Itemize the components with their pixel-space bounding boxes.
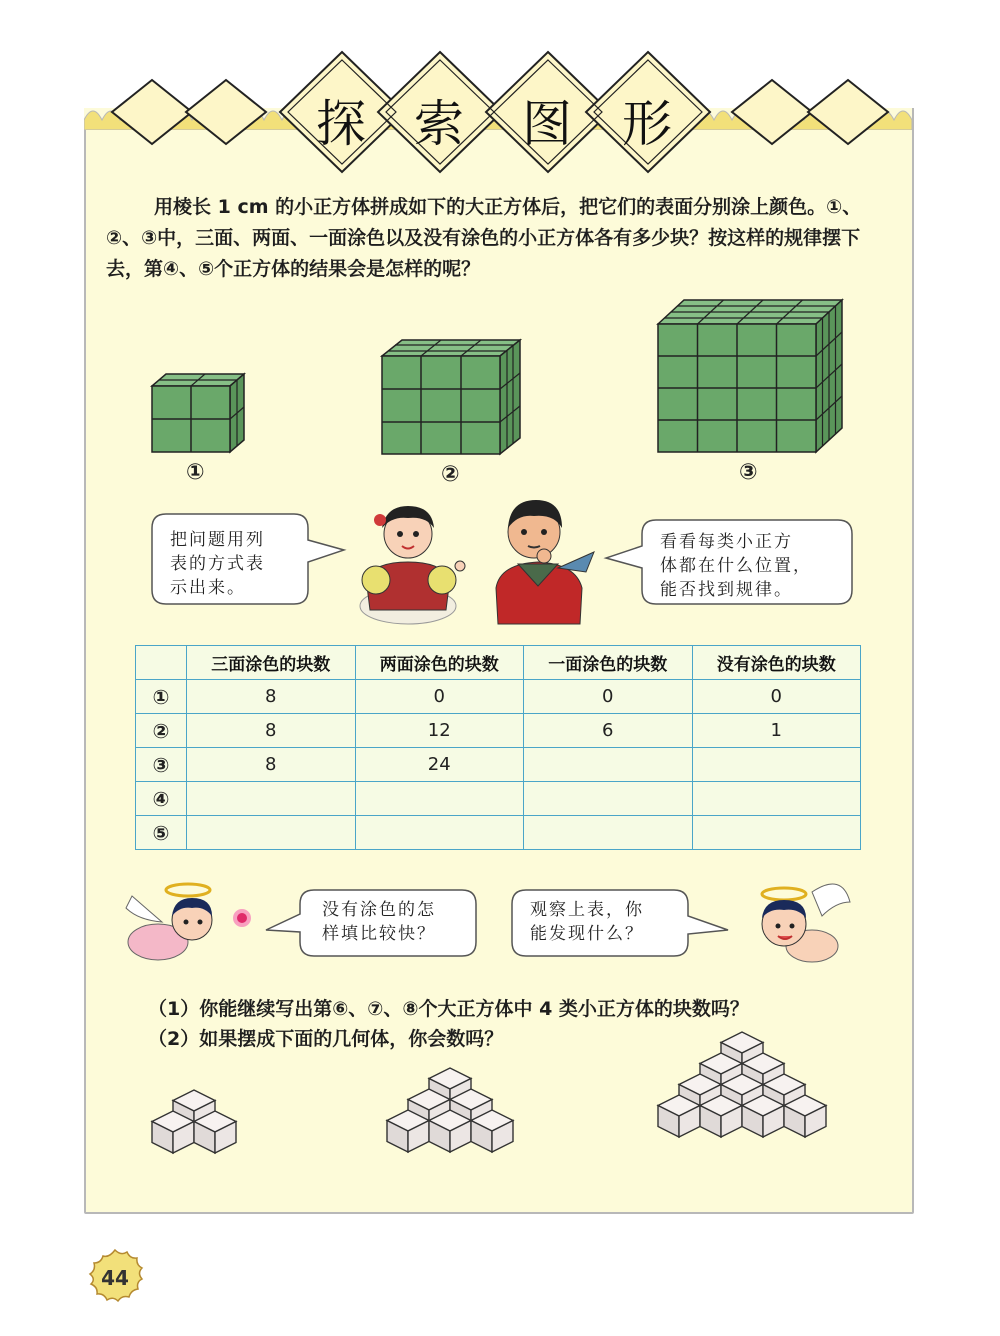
table-row (136, 816, 861, 850)
page-number: 44 (101, 1266, 129, 1290)
cube-3 (654, 296, 846, 456)
cube-label-1: ① (186, 460, 205, 485)
table-cell (355, 816, 524, 850)
table-cell: 12 (355, 714, 524, 748)
table-header-row (136, 646, 861, 680)
table-cell: 6 (524, 714, 693, 748)
table-row-label: ④ (136, 782, 187, 816)
cube-2 (378, 336, 524, 458)
cube-label-3: ③ (739, 460, 758, 485)
boy-bubble-line-3: 能否找到规律。 (660, 580, 793, 600)
question-2: （2）如果摆成下面的几何体，你会数吗？ (148, 1028, 504, 1050)
cube-label-2: ② (441, 462, 460, 487)
data-table (135, 645, 861, 850)
cube-pyramid-small (148, 1088, 240, 1168)
table-cell: 1 (692, 714, 861, 748)
table-header-corner (136, 646, 187, 680)
boy-illustration (488, 488, 598, 628)
table-cell (692, 782, 861, 816)
table-row (136, 748, 861, 782)
table-cell (524, 782, 693, 816)
girl-bubble-line-3: 示出来。 (170, 578, 246, 598)
table-cell: 8 (187, 748, 356, 782)
table-cell (524, 816, 693, 850)
question-1: （1）你能继续写出第⑥、⑦、⑧个大正方体中 4 类小正方体的块数吗？ (148, 998, 749, 1020)
table-cell (187, 782, 356, 816)
table-cell (692, 816, 861, 850)
girl-bubble-line-1: 把问题用列 (170, 530, 265, 550)
title-char-4: 形 (622, 95, 672, 153)
angel-right-illustration (732, 872, 856, 972)
table-row-label: ① (136, 680, 187, 714)
table-cell (355, 782, 524, 816)
angel-left-illustration (118, 876, 264, 972)
table-cell: 0 (524, 680, 693, 714)
title-char-2: 索 (414, 95, 464, 153)
girl-bubble-line-2: 表的方式表 (170, 554, 265, 574)
table-header-one-face: 一面涂色的块数 (524, 646, 693, 680)
table-cell: 8 (187, 714, 356, 748)
cube-pyramid-large (654, 1030, 830, 1178)
table-row (136, 782, 861, 816)
table-cell: 24 (355, 748, 524, 782)
table-cell (692, 748, 861, 782)
table-header-two-faces: 两面涂色的块数 (355, 646, 524, 680)
cube-pyramid-medium (384, 1066, 516, 1178)
table-cell: 0 (355, 680, 524, 714)
table-cell (524, 748, 693, 782)
title-char-3: 图 (522, 95, 572, 153)
intro-paragraph (106, 192, 896, 285)
boy-bubble-line-1: 看看每类小正方 (660, 532, 793, 552)
boy-bubble-line-2: 体都在什么位置， (660, 556, 812, 576)
table-header-no-face: 没有涂色的块数 (692, 646, 861, 680)
angel-left-bubble-line-2: 样填比较快？ (322, 924, 436, 944)
angel-right-bubble-line-1: 观察上表，你 (530, 900, 644, 920)
intro-text: 用棱长 1 cm 的小正方体拼成如下的大正方体后，把它们的表面分别涂上颜色。①、②、③中，三面、两面、一面涂色以及没有涂色的小正方体各有多少块？按这样的规律摆下去，第④、⑤个正方体的结果会是怎样的呢？ (106, 196, 862, 280)
title-banner (0, 40, 1000, 180)
angel-left-bubble-line-1: 没有涂色的怎 (322, 900, 436, 920)
table-row (136, 714, 861, 748)
table-row-label: ⑤ (136, 816, 187, 850)
table-header-three-faces: 三面涂色的块数 (187, 646, 356, 680)
table-row-label: ③ (136, 748, 187, 782)
cube-1 (148, 370, 248, 456)
table-cell: 8 (187, 680, 356, 714)
table-cell (187, 816, 356, 850)
angel-right-bubble-line-2: 能发现什么？ (530, 924, 644, 944)
table-row-label: ② (136, 714, 187, 748)
table-row (136, 680, 861, 714)
page-number-badge (86, 1248, 144, 1306)
table-cell: 0 (692, 680, 861, 714)
title-char-1: 探 (316, 95, 366, 153)
girl-illustration (346, 498, 476, 628)
